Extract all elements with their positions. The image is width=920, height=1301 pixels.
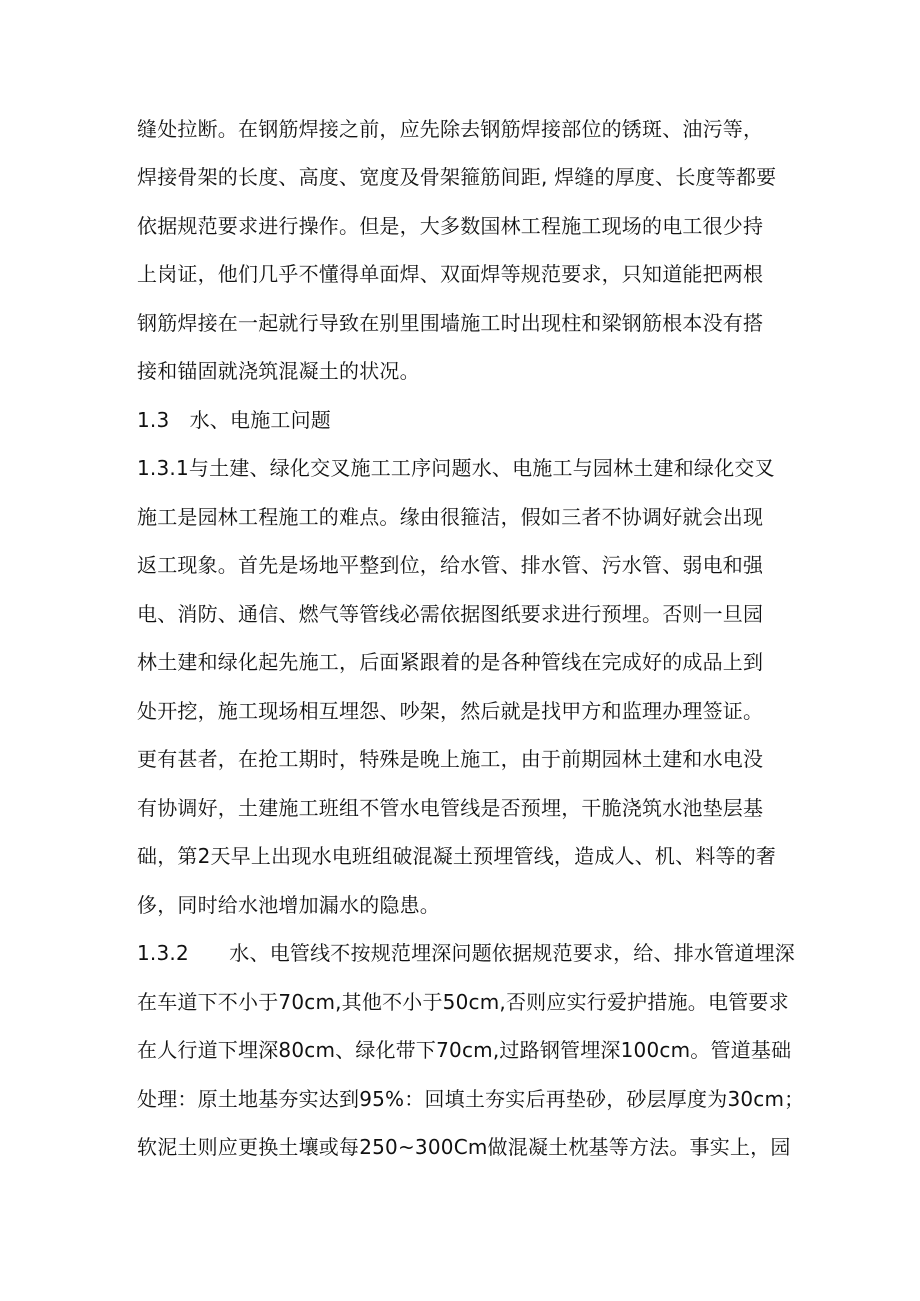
text-line: 缝处拉断。在钢筋焊接之前，应先除去钢筋焊接部位的锈斑、油污等， bbox=[137, 117, 764, 141]
text-line: 有协调好，土建施工班组不管水电管线是否预埋，干脆浇筑水池垫层基 bbox=[137, 796, 764, 820]
text-line: 返工现象。首先是场地平整到位，给水管、排水管、污水管、弱电和强 bbox=[137, 553, 764, 577]
text-line: 侈，同时给水池增加漏水的隐患。 bbox=[137, 893, 440, 917]
text-line: 础，第2天早上出现水电班组破混凝土预埋管线，造成人、机、料等的奢 bbox=[137, 844, 777, 868]
text-line: 上岗证，他们几乎不懂得单面焊、双面焊等规范要求，只知道能把两根 bbox=[137, 262, 764, 286]
text-line: 施工是园林工程施工的难点。缘由很箍洁，假如三者不协调好就会出现 bbox=[137, 505, 764, 529]
text-line: 焊接骨架的长度、高度、宽度及骨架箍筋间距, 焊缝的厚度、长度等都要 bbox=[137, 165, 777, 189]
text-line: 处开挖，施工现场相互埋怨、吵架，然后就是找甲方和监理办理签证。 bbox=[137, 699, 764, 723]
text-line: 处理：原土地基夯实达到95%：回填土夯实后再垫砂，砂层厚度为30cm； bbox=[137, 1087, 805, 1111]
text-line: 1.3.1与土建、绿化交叉施工工序问题水、电施工与园林土建和绿化交叉 bbox=[137, 456, 775, 480]
section-heading: 1.3 水、电施工问题 bbox=[137, 408, 332, 432]
text-line: 软泥土则应更换土壤或每250~300Cm做混凝土枕基等方法。事实上，园 bbox=[137, 1135, 791, 1159]
text-line: 在车道下不小于70cm,其他不小于50cm,否则应实行爱护措施。电管要求 bbox=[137, 990, 789, 1014]
text-line: 1.3.2 水、电管线不按规范埋深问题依据规范要求，给、排水管道埋深 bbox=[137, 941, 795, 965]
text-line: 接和锚固就浇筑混凝土的状况。 bbox=[137, 359, 420, 383]
text-line: 林土建和绿化起先施工，后面紧跟着的是各种管线在完成好的成品上到 bbox=[137, 650, 764, 674]
text-line: 依据规范要求进行操作。但是，大多数国林工程施工现场的电工很少持 bbox=[137, 214, 764, 238]
text-line: 更有甚者，在抢工期时，特殊是晚上施工，由于前期园林土建和水电没 bbox=[137, 747, 764, 771]
text-line: 在人行道下埋深80cm、绿化带下70cm,过路钢管埋深100cm。管道基础 bbox=[137, 1038, 792, 1062]
text-line: 电、消防、通信、燃气等管线必需依据图纸要求进行预埋。否则一旦园 bbox=[137, 602, 764, 626]
text-line: 钢筋焊接在一起就行导致在别里围墙施工时出现柱和梁钢筋根本没有搭 bbox=[137, 311, 764, 335]
